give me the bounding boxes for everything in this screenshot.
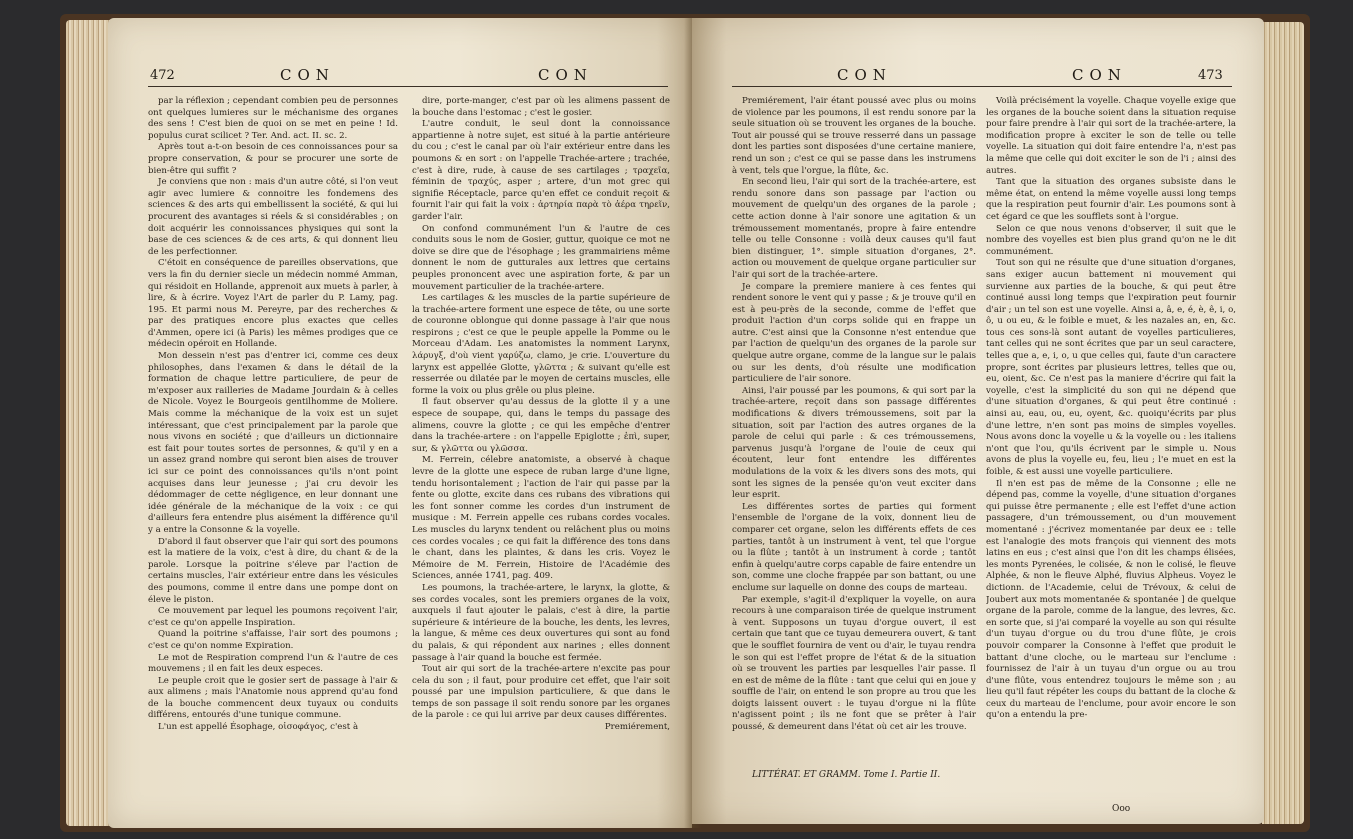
right-page-number: 473 <box>1198 68 1223 83</box>
paragraph: D'abord il faut observer que l'air qui sort des poumons est la matiere de la voix, c'est à dire, du chant & de la parole. Lorsque la poitrine s'éleve par l'action de certains muscles, l'air extérieur entre dans les vésicules des poumons, comme il entre dans une pompe dont on éleve le piston. <box>148 536 398 605</box>
header-rule-right <box>732 86 1232 87</box>
paragraph: En second lieu, l'air qui sort de la trachée-artere, est rendu sonore dans son passage par l'action ou mouvement de quelqu'un des organes de la parole ; cette action donne à l'air sonore une agitation & un trémoussement momentanés, propre à faire entendre telle ou telle Consonne : voilà deux causes qu'il faut bien distinguer, 1°. simple situation d'organes, 2°. action ou mouvement de quelque organe particulier sur l'air qui sort de la trachée-artere. <box>732 177 976 280</box>
paragraph: Premiérement, l'air étant poussé avec plus ou moins de violence par les poumons, il est rendu sonore par la seule situation où se trouvent les organes de la bouche. Tout air poussé qui se trouve resserré dans un passage dont les parties sont disposées d'une certaine maniere, rend un son ; c'est ce qui se passe dans les instrumens à vent, tels que l'orgue, la flûte, &c. <box>732 96 976 176</box>
page-edges-right <box>1262 22 1304 824</box>
paragraph: Après tout a-t-on besoin de ces connoissances pour sa propre conservation, & pour se procurer une sorte de bien-être qui suffit ? <box>148 142 398 176</box>
paragraph: L'autre conduit, le seul dont la connoissance appartienne à notre sujet, est situé à la partie antérieure du cou ; c'est le canal par où l'air extérieur entre dans les poumons & en sort : on l'appelle Trachée-artere ; trachée, c'est à dire, rude, à cause de ses cartilages ; τραχεῖα, féminin de τραχύς, asper ; artere, d'un mot grec qui signifie Réceptacle, parce qu'en effet ce conduit reçoit & fournit l'air qui fait la voix : ἀρτηρία παρὰ τὸ ἀέρα τηρεῖν, garder l'air. <box>412 119 670 222</box>
paragraph: Par exemple, s'agit-il d'expliquer la voyelle, on aura recours à une comparaison tirée de quelque instrument à vent. Supposons un tuyau d'orgue ouvert, il est certain que tant que ce tuyau demeurera ouvert, & tant que le soufflet fournira de vent ou d'air, le tuyau rendra le son qui est l'effet propre de l'état & de la situation où se trouvent les parties par lesquelles l'air passe. Il en est de même de la flûte : tant que celui qui en joue y souffle de l'air, on entend le son propre au trou que les doigts laissent ouvert : le tuyau d'orgue ni la flûte n'agissent point ; ils ne font que se prêter à l'air poussé, & demeurent dans l'état où cet air les trouve. <box>732 594 976 733</box>
paragraph: Le peuple croit que le gosier sert de passage à l'air & aux alimens ; mais l'Anatomie nous apprend qu'au fond de la bouche commencent deux tuyaux ou conduits différens, entourés d'une tunique commune. <box>148 675 398 721</box>
paragraph: Tout air qui sort de la trachée-artere n'excite pas pour cela du son ; il faut, pour produire cet effet, que l'air soit poussé par une impulsion particuliere, & que dans le temps de son passage il soit rendu sonore par les organes de la parole : ce qui lui arrive par deux causes différentes. <box>412 664 670 721</box>
signature-mark: Ooo <box>1112 804 1131 814</box>
paragraph: Tant que la situation des organes subsiste dans le même état, on entend la même voyelle aussi long temps que la respiration peut fournir d'air. Les poumons sont à cet égard ce que les soufflets sont à l'orgue. <box>986 177 1236 222</box>
catchword: Premiérement, <box>604 722 670 733</box>
paragraph: Selon ce que nous venons d'observer, il suit que le nombre des voyelles est bien plus grand qu'on ne le dit communément. <box>986 223 1236 257</box>
paragraph: C'étoit en conséquence de pareilles observations, que vers la fin du dernier siecle un médecin nommé Amman, qui résidoit en Hollande, apprenoit aux muets à parler, à lire, & à écrire. Voyez l'Art de parler du P. Lamy, pag. 195. Et parmi nous M. Pereyre, par des recherches & par des pratiques encore plus exactes que celles d'Ammen, opere ici (à Paris) les mêmes prodiges que ce médecin opéroit en Hollande. <box>148 258 398 350</box>
paragraph: Je compare la premiere maniere à ces fentes qui rendent sonore le vent qui y passe ; & je trouve qu'il en est à peu-près de la seconde, comme de l'effet que produit l'action d'un corps solide qui en frappe un autre. C'est ainsi que la Consonne n'est entendue que par l'action de quelqu'un des organes de la parole sur quelque autre organe, comme de la langue sur le palais ou sur les dents, d'où résulte une modification particuliere de l'air sonore. <box>732 281 976 385</box>
paragraph: Les différentes sortes de parties qui forment l'ensemble de l'organe de la voix, donnent lieu de comparer cet organe, selon les différents effets de ces parties, tantôt à un instrument à vent, tel que l'orgue ou la flûte ; tantôt à un instrument à corde ; tantôt enfin à quelqu'autre corps capable de faire entendre un son, comme une cloche frappée par son battant, ou une enclume sur laquelle on donne des coups de marteau. <box>732 501 976 593</box>
left-running-head-2: CON <box>538 66 593 84</box>
left-column-1 <box>148 96 398 818</box>
header-rule-left <box>148 86 668 87</box>
paragraph: Les poumons, la trachée-artere, le larynx, la glotte, & ses cordes vocales, sont les premiers organes de la voix, auxquels il faut ajouter le palais, c'est à dire, la partie supérieure & intérieure de la bouche, les dents, les levres, la langue, & même ces deux ouvertures qui sont au fond du palais, & qui répondent aux narines ; elles donnent passage à l'air quand la bouche est fermée. <box>412 582 670 663</box>
paragraph: Il faut observer qu'au dessus de la glotte il y a une espece de soupape, qui, dans le temps du passage des alimens, couvre la glotte ; ce qui les empêche d'entrer dans la trachée-artere : on l'appelle Epiglotte ; ἐπὶ, super, sur, & γλῶττα ou γλῶσσα. <box>412 397 670 454</box>
paragraph: par la réflexion ; cependant combien peu de personnes ont quelques lumieres sur le méchanisme des organes des sens ! C'est bien de quoi on se met en peine ! Id. populus curat scilicet ? Ter. And. act. II. sc. 2. <box>148 96 398 141</box>
paragraph: Tout son qui ne résulte que d'une situation d'organes, sans exiger aucun battement ni mouvement qui survienne aux parties de la bouche, & qui peut être continué aussi long temps que l'expiration peut fournir d'air ; un tel son est une voyelle. Ainsi a, â, e, é, è, ê, i, o, ô, u ou eu, & le foible e muet, & les nazales an, en, &c. tous ces sons-là sont autant de voyelles particulieres, tant celles qui ne sont écrites que par un seul caractere, telles que a, e, i, o, u que celles qui, faute d'un caractere propre, sont écrites par plusieurs lettres, telles que ou, eu, oient, &c. Ce n'est pas la maniere d'écrire qui fait la voyelle, c'est la simplicité du son qui ne dépend que d'une situation d'organes, & qui peut être continué : ainsi au, eau, ou, eu, oyent, &c. quoiqu'écrits par plus d'une lettre, n'en sont pas moins de simples voyelles. Nous avons donc la voyelle u & la voyelle ou : les italiens n'ont que l'ou, qu'ils écrivent par le simple u. Nous avons de plus la voyelle eu, feu, lieu ; l'e muet en est la foible, & est aussi une voyelle particuliere. <box>986 258 1236 477</box>
paragraph: Les cartilages & les muscles de la partie supérieure de la trachée-artere forment une espece de tête, ou une sorte de couronne oblongue qui donne passage à l'air que nous respirons ; c'est ce que le peuple appelle la Pomme ou le Morceau d'Adam. Les anatomistes la nomment Larynx, λάρυγξ, d'où vient γαρύζω, clamo, je crie. L'ouverture du larynx est appellée Glotte, γλῶττα ; & suivant qu'elle est resserrée ou dilatée par le moyen de certains muscles, elle forme la voix ou plus grêle ou plus pleine. <box>412 293 670 396</box>
right-column-2 <box>986 96 1236 804</box>
paragraph: L'un est appellé Ésophage, οἰσοφάγος, c'est à <box>158 722 359 733</box>
left-page-number: 472 <box>150 68 175 83</box>
left-page <box>108 18 692 828</box>
paragraph: Voilà précisément la voyelle. Chaque voyelle exige que les organes de la bouche soient dans la situation requise pour faire prendre à l'air qui sort de la trachée-artere, la modification propre à exciter le son de telle ou telle voyelle. La situation qui doit faire entendre l'a, n'est pas la même que celle qui doit exciter le son de l'i ; ainsi des autres. <box>986 96 1236 176</box>
page-edges-left <box>66 20 112 826</box>
paragraph: Ce mouvement par lequel les poumons reçoivent l'air, c'est ce qu'on appelle Inspiration. <box>148 606 398 628</box>
paragraph: Le mot de Respiration comprend l'un & l'autre de ces mouvemens ; il en fait les deux especes. <box>148 652 398 675</box>
right-column-1 <box>732 96 976 766</box>
paragraph: dire, porte-manger, c'est par où les alimens passent de la bouche dans l'estomac ; c'est le gosier. <box>412 96 670 118</box>
right-running-head-1: CON <box>837 66 892 84</box>
footer-volume-line: LITTÉRAT. ET GRAMM. Tome I. Partie II. <box>752 770 941 780</box>
paragraph: Ainsi, l'air poussé par les poumons, & qui sort par la trachée-artere, reçoit dans son passage différentes modifications & divers trémoussemens, soit par la situation, soit par l'action des autres organes de la parole de celui qui parle : & ces trémoussemens, parvenus jusqu'à l'organe de l'ouie de ceux qui écoutent, leur font entendre les différentes modulations de la voix & les divers sons des mots, qui sont les signes de la pensée qu'on veut exciter dans leur esprit. <box>732 385 976 501</box>
right-running-head-2: CON <box>1072 66 1127 84</box>
paragraph: Mon dessein n'est pas d'entrer ici, comme ces deux philosophes, dans l'examen & dans le détail de la formation de chaque lettre particuliere, de peur de m'exposer aux railleries de Madame Jourdain & à celles de Nicole. Voyez le Bourgeois gentilhomme de Moliere. Mais comme la méchanique de la voix est un sujet intéressant, que c'est principalement par la parole que nous vivons en société ; que d'ailleurs un dictionnaire est fait pour toutes sortes de personnes, & qu'il y en a un assez grand nombre qui seront bien aises de trouver ici sur ce point des connoissances qu'ils n'ont point acquises dans leur jeunesse ; j'ai cru devoir les dédommager de cette négligence, en leur donnant une idée générale de la méchanique de la voix : ce qui d'ailleurs fera entendre plus aisément la différence qu'il y a entre la Consonne & la voyelle. <box>148 351 398 535</box>
paragraph: M. Ferrein, célebre anatomiste, a observé à chaque levre de la glotte une espece de ruban large d'une ligne, tendu horisontalement ; l'action de l'air qui passe par la fente ou glotte, excite dans ces rubans des vibrations qui les font sonner comme les cordes d'un instrument de musique : M. Ferrein appelle ces rubans cordes vocales. Les muscles du larynx tendent ou relâchent plus ou moins ces cordes vocales ; ce qui fait la différence des tons dans le chant, dans les plaintes, & dans les cris. Voyez le Mémoire de M. Ferrein, Histoire de l'Académie des Sciences, année 1741, pag. 409. <box>412 455 670 582</box>
paragraph: Il n'en est pas de même de la Consonne ; elle ne dépend pas, comme la voyelle, d'une situation d'organes qui puisse être permanente ; elle est l'effet d'une action passagere, d'un trémoussement, ou d'un mouvement momentané : j'écrivez momentanée par deux ee : telle est l'analogie des mots françois qui viennent des mots latins en eus ; c'est ainsi que l'on dit les champs élisées, les monts Pyrenées, le colisée, & non le colisé, le fleuve Alphée, & non le fleuve Alphé, fluvius Alpheus. Voyez le dictionn. de l'Academie, celui de Trévoux, & celui de Joubert aux mots momentanée & spontanée ] de quelque organe de la parole, comme de la langue, des levres, &c. en sorte que, si j'ai comparé la voyelle au son qui résulte d'un tuyau d'orgue ou du trou d'une flûte, je crois pouvoir comparer la Consonne à l'effet que produit le battant d'une cloche, ou le marteau sur l'enclume : fournissez de l'air à un tuyau d'un orgue ou au trou d'une flûte, vous entendrez toujours le même son ; au lieu qu'il faut répéter les coups du battant de la cloche & ceux du marteau de l'enclume, pour avoir encore le son qu'on a entendu la pre- <box>986 478 1236 721</box>
paragraph: Je conviens que non : mais d'un autre côté, si l'on veut agir avec lumiere & connoitre les fondemens des sciences & des arts qui embellissent la société, & qui lui procurent des avantages si réels & si considérables ; on doit acquérir les connoissances physiques qui sont la base de ces sciences & de ces arts, & qui donnent lieu de les perfectionner. <box>148 177 398 257</box>
left-column-2 <box>412 96 670 818</box>
paragraph: Quand la poitrine s'affaisse, l'air sort des poumons ; c'est ce qu'on nomme Expiration. <box>148 629 398 651</box>
left-running-head-1: CON <box>280 66 335 84</box>
paragraph: On confond communément l'un & l'autre de ces conduits sous le nom de Gosier, guttur, quoique ce mot ne doive se dire que de l'ésophage ; les grammairiens même donnent le nom de gutturales aux lettres que certains peuples prononcent avec une aspiration forte, & par un mouvement particulier de la trachée-artere. <box>412 223 670 292</box>
right-page <box>692 18 1264 824</box>
